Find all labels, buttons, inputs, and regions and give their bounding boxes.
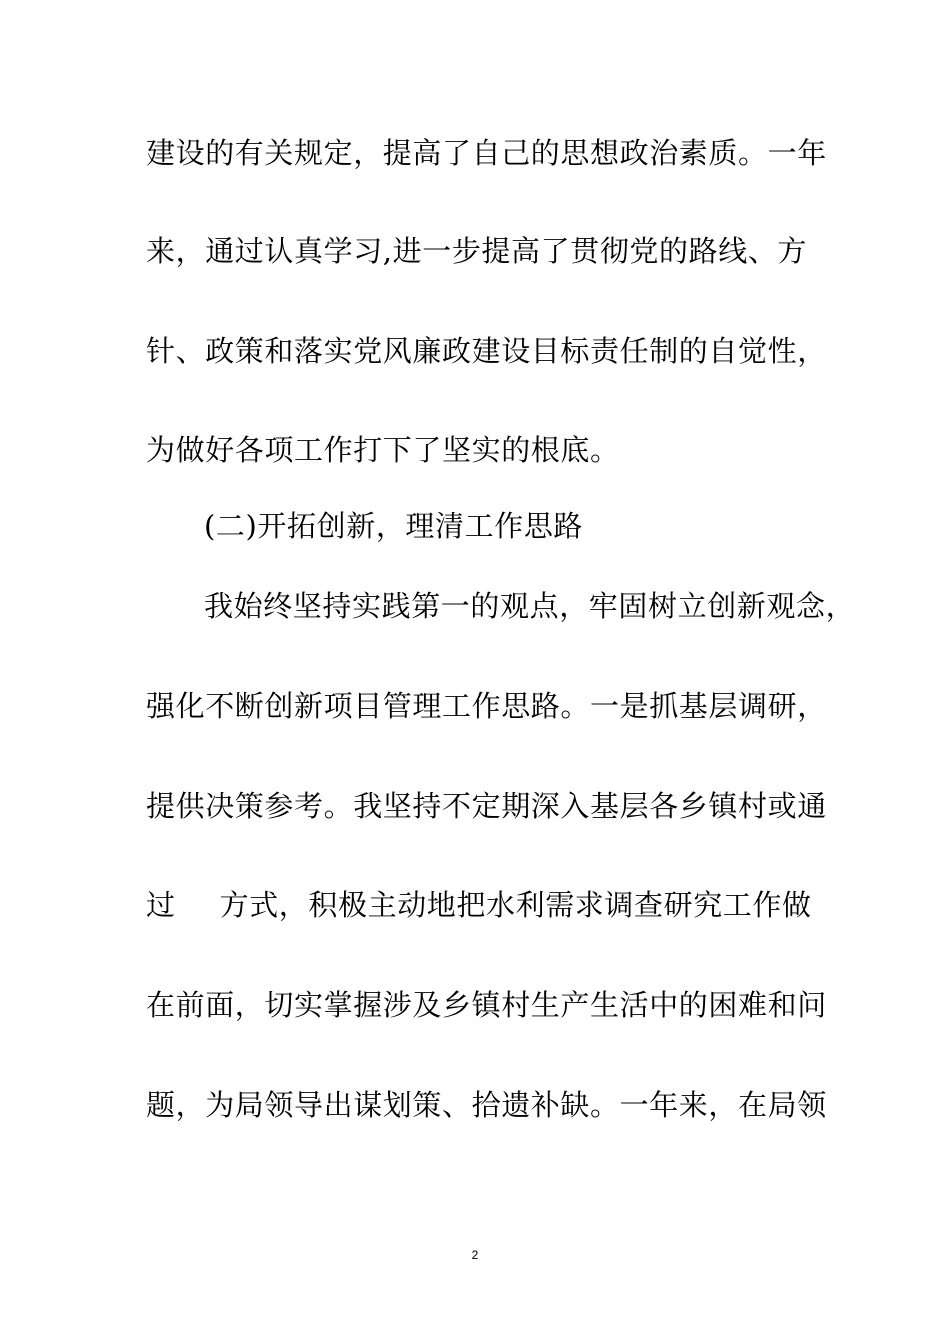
section-heading: (二)开拓创新，理清工作思路: [204, 509, 584, 543]
text-line-9: [146, 885, 812, 925]
page-number: 2: [471, 1248, 479, 1262]
text-line-1: 建设的有关规定，提高了自己的思想政治素质。一年: [146, 136, 827, 170]
text-line-9-start: 过: [146, 888, 176, 922]
text-line-6: 我始终坚持实践第一的观点，牢固树立创新观念，: [204, 589, 856, 623]
text-line-10: 在前面，切实掌握涉及乡镇村生产生活中的困难和问: [146, 988, 827, 1022]
text-line-7: 强化不断创新项目管理工作思路。一是抓基层调研，: [146, 689, 827, 723]
text-line-2: 来，通过认真学习,进一步提高了贯彻党的路线、方: [146, 234, 808, 268]
text-line-9-end: 方式，积极主动地把水利需求调查研究工作做: [219, 888, 812, 922]
text-line-8: 提供决策参考。我坚持不定期深入基层各乡镇村或通: [146, 789, 827, 823]
text-line-11: 题，为局领导出谋划策、拾遗补缺。一年来，在局领: [146, 1088, 827, 1122]
text-line-4: 为做好各项工作打下了坚实的根底。: [146, 433, 620, 467]
text-line-3: 针、政策和落实党风廉政建设目标责任制的自觉性，: [146, 334, 827, 368]
